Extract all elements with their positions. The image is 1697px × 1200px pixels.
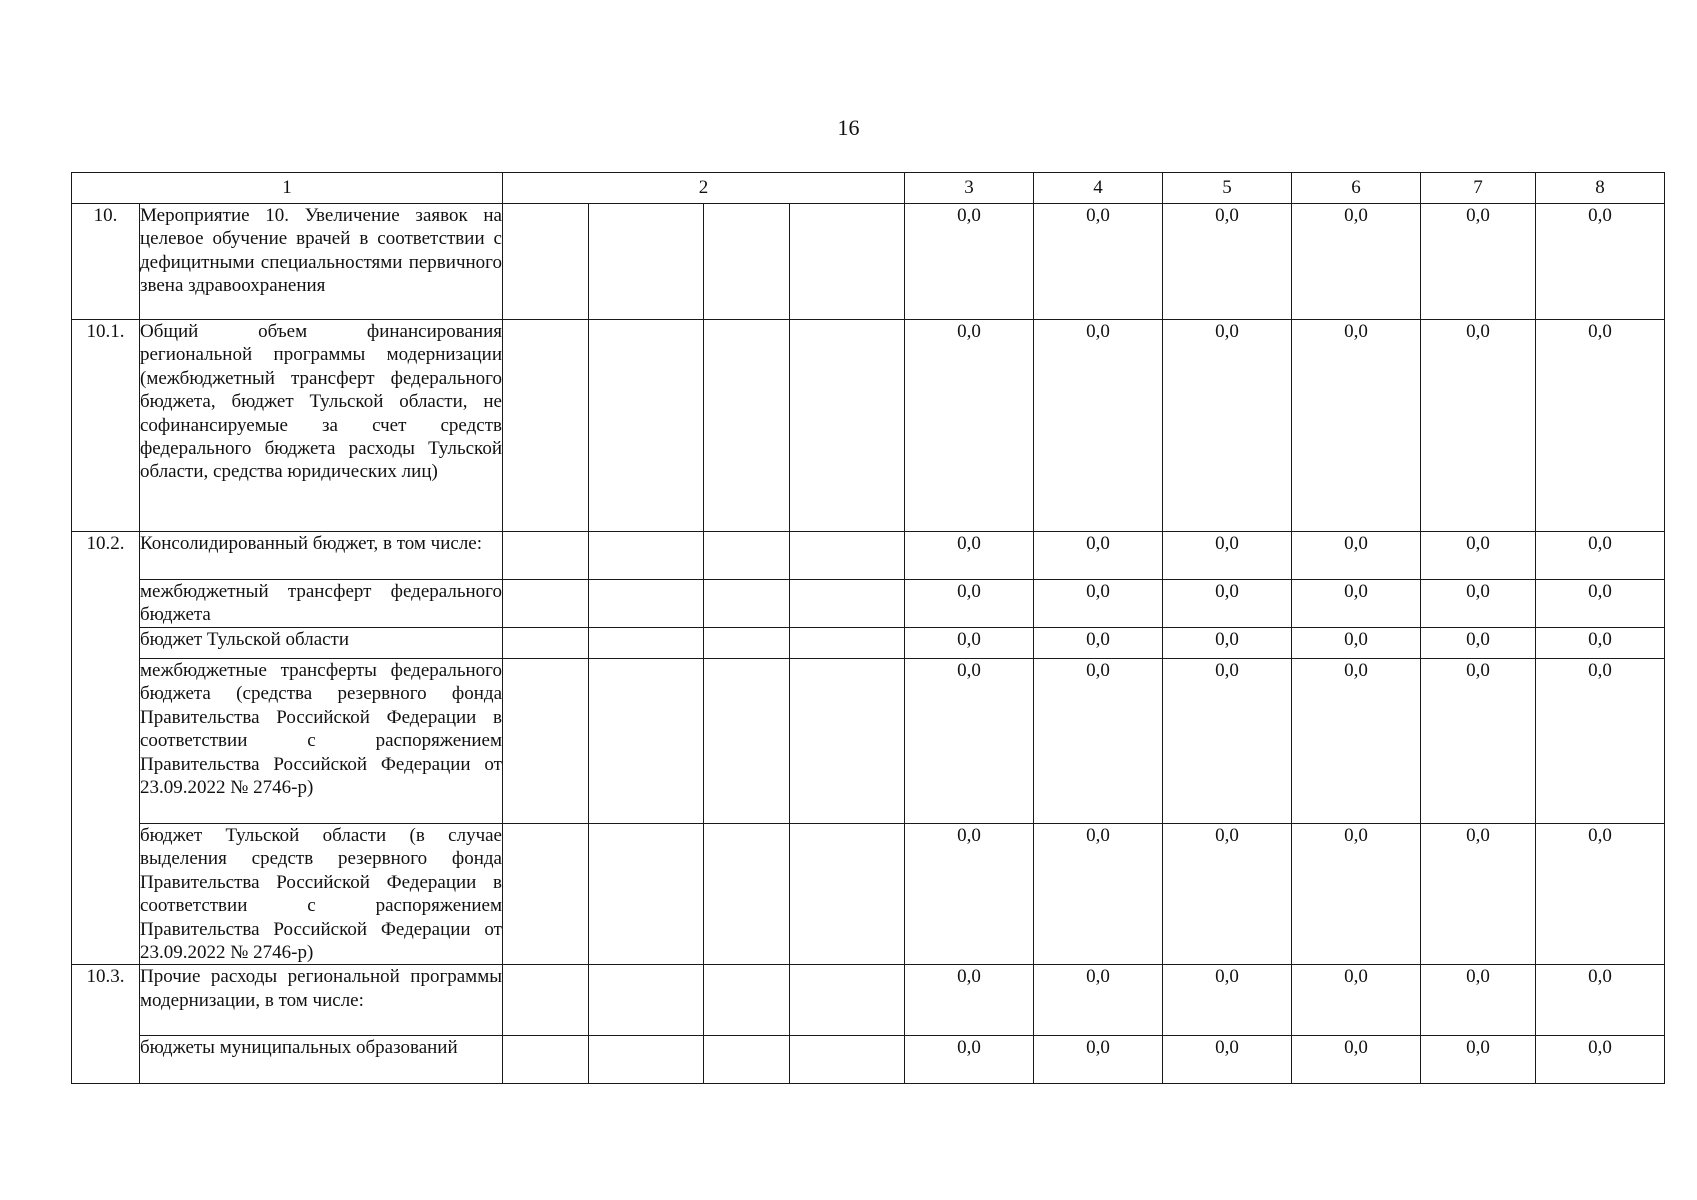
value-cell-col-5: 0,0 xyxy=(1163,965,1292,1036)
empty-code-cell xyxy=(589,580,704,628)
value-cell-col-4: 0,0 xyxy=(1034,659,1163,824)
header-cell-1: 1 xyxy=(72,173,503,204)
value-cell-col-5: 0,0 xyxy=(1163,1036,1292,1084)
value-cell-col-7: 0,0 xyxy=(1421,320,1536,532)
value-cell-col-7: 0,0 xyxy=(1421,659,1536,824)
table-row xyxy=(72,580,1665,628)
empty-code-cell xyxy=(704,659,790,824)
value-cell-col-3: 0,0 xyxy=(905,580,1034,628)
value-cell-col-6: 0,0 xyxy=(1292,824,1421,965)
value-cell-col-5: 0,0 xyxy=(1163,532,1292,580)
empty-code-cell xyxy=(503,1036,589,1084)
row-name-cell: Прочие расходы региональной программы модернизации, в том числе: xyxy=(140,965,503,1036)
header-cell-5: 5 xyxy=(1163,173,1292,204)
value-cell-col-4: 0,0 xyxy=(1034,1036,1163,1084)
value-cell-col-5: 0,0 xyxy=(1163,204,1292,320)
empty-code-cell xyxy=(790,204,905,320)
value-cell-col-4: 0,0 xyxy=(1034,580,1163,628)
value-cell-col-7: 0,0 xyxy=(1421,628,1536,659)
value-cell-col-4: 0,0 xyxy=(1034,204,1163,320)
empty-code-cell xyxy=(704,204,790,320)
table-row xyxy=(72,824,1665,965)
value-cell-col-8: 0,0 xyxy=(1536,532,1665,580)
empty-code-cell xyxy=(790,320,905,532)
row-number-cell: 10.1. xyxy=(72,320,140,532)
page-number: 16 xyxy=(837,115,860,140)
row-number-cell: 10. xyxy=(72,204,140,320)
empty-code-cell xyxy=(503,204,589,320)
empty-code-cell xyxy=(503,628,589,659)
value-cell-col-4: 0,0 xyxy=(1034,965,1163,1036)
value-cell-col-6: 0,0 xyxy=(1292,965,1421,1036)
value-cell-col-4: 0,0 xyxy=(1034,824,1163,965)
empty-code-cell xyxy=(790,628,905,659)
value-cell-col-3: 0,0 xyxy=(905,965,1034,1036)
empty-code-cell xyxy=(503,580,589,628)
value-cell-col-7: 0,0 xyxy=(1421,965,1536,1036)
table-row xyxy=(72,204,1665,320)
value-cell-col-6: 0,0 xyxy=(1292,1036,1421,1084)
value-cell-col-7: 0,0 xyxy=(1421,204,1536,320)
header-cell-8: 8 xyxy=(1536,173,1665,204)
header-cell-3: 3 xyxy=(905,173,1034,204)
value-cell-col-5: 0,0 xyxy=(1163,824,1292,965)
value-cell-col-6: 0,0 xyxy=(1292,659,1421,824)
value-cell-col-4: 0,0 xyxy=(1034,532,1163,580)
empty-code-cell xyxy=(589,532,704,580)
empty-code-cell xyxy=(790,659,905,824)
empty-code-cell xyxy=(704,580,790,628)
row-name-cell: бюджет Тульской области xyxy=(140,628,503,659)
value-cell-col-4: 0,0 xyxy=(1034,320,1163,532)
value-cell-col-8: 0,0 xyxy=(1536,824,1665,965)
value-cell-col-3: 0,0 xyxy=(905,659,1034,824)
row-name-cell: Мероприятие 10. Увеличение заявок на целевое обучение врачей в соответствии с дефицитными специальностями первичного звена здравоохранения xyxy=(140,204,503,320)
value-cell-col-5: 0,0 xyxy=(1163,628,1292,659)
empty-code-cell xyxy=(704,532,790,580)
empty-code-cell xyxy=(790,532,905,580)
empty-code-cell xyxy=(589,659,704,824)
value-cell-col-4: 0,0 xyxy=(1034,628,1163,659)
value-cell-col-6: 0,0 xyxy=(1292,204,1421,320)
empty-code-cell xyxy=(704,628,790,659)
empty-code-cell xyxy=(790,965,905,1036)
row-name-cell: межбюджетные трансферты федерального бюджета (средства резервного фонда Правительства Российской Федерации в соответствии с распоряжением Правительства Российской Федерации от 23.09.2022 № 2746-р) xyxy=(140,659,503,824)
empty-code-cell xyxy=(589,1036,704,1084)
value-cell-col-8: 0,0 xyxy=(1536,628,1665,659)
value-cell-col-6: 0,0 xyxy=(1292,532,1421,580)
empty-code-cell xyxy=(503,659,589,824)
row-name-cell: бюджеты муниципальных образований xyxy=(140,1036,503,1084)
empty-code-cell xyxy=(589,204,704,320)
empty-code-cell xyxy=(503,965,589,1036)
table-row xyxy=(72,532,1665,580)
header-cell-7: 7 xyxy=(1421,173,1536,204)
empty-code-cell xyxy=(704,320,790,532)
value-cell-col-6: 0,0 xyxy=(1292,580,1421,628)
value-cell-col-7: 0,0 xyxy=(1421,824,1536,965)
empty-code-cell xyxy=(704,965,790,1036)
value-cell-col-3: 0,0 xyxy=(905,204,1034,320)
value-cell-col-8: 0,0 xyxy=(1536,965,1665,1036)
empty-code-cell xyxy=(589,965,704,1036)
header-cell-6: 6 xyxy=(1292,173,1421,204)
row-name-cell: бюджет Тульской области (в случае выделения средств резервного фонда Правительства Российской Федерации в соответствии с распоряжением Правительства Российской Федерации от 23.09.2022 № 2746-р) xyxy=(140,825,502,964)
row-number-cell: 10.3. xyxy=(72,965,140,1084)
empty-code-cell xyxy=(790,580,905,628)
row-name-cell: Консолидированный бюджет, в том числе: xyxy=(140,532,503,580)
table-row xyxy=(72,628,1665,659)
value-cell-col-8: 0,0 xyxy=(1536,1036,1665,1084)
table-row xyxy=(72,659,1665,824)
value-cell-col-3: 0,0 xyxy=(905,628,1034,659)
empty-code-cell xyxy=(589,320,704,532)
empty-code-cell xyxy=(704,1036,790,1084)
empty-code-cell xyxy=(790,824,905,965)
empty-code-cell xyxy=(503,532,589,580)
row-name-cell: межбюджетный трансферт федерального бюджета xyxy=(140,580,503,628)
value-cell-col-5: 0,0 xyxy=(1163,659,1292,824)
value-cell-col-3: 0,0 xyxy=(905,320,1034,532)
value-cell-col-5: 0,0 xyxy=(1163,320,1292,532)
value-cell-col-8: 0,0 xyxy=(1536,659,1665,824)
empty-code-cell xyxy=(503,320,589,532)
value-cell-col-7: 0,0 xyxy=(1421,532,1536,580)
value-cell-col-3: 0,0 xyxy=(905,532,1034,580)
empty-code-cell xyxy=(790,1036,905,1084)
value-cell-col-8: 0,0 xyxy=(1536,320,1665,532)
empty-code-cell xyxy=(503,824,589,965)
budget-table xyxy=(71,172,1665,1084)
row-number-cell: 10.2. xyxy=(72,532,140,965)
empty-code-cell xyxy=(589,824,704,965)
header-cell-2: 2 xyxy=(503,173,905,204)
value-cell-col-3: 0,0 xyxy=(905,1036,1034,1084)
header-cell-4: 4 xyxy=(1034,173,1163,204)
table-row xyxy=(72,320,1665,532)
value-cell-col-6: 0,0 xyxy=(1292,628,1421,659)
table-row xyxy=(72,965,1665,1036)
table-row xyxy=(72,1036,1665,1084)
value-cell-col-5: 0,0 xyxy=(1163,580,1292,628)
value-cell-col-8: 0,0 xyxy=(1536,580,1665,628)
value-cell-col-8: 0,0 xyxy=(1536,204,1665,320)
empty-code-cell xyxy=(589,628,704,659)
value-cell-col-3: 0,0 xyxy=(905,824,1034,965)
value-cell-col-7: 0,0 xyxy=(1421,580,1536,628)
table-header-row xyxy=(72,173,1665,204)
row-name-cell: Общий объем финансирования региональной программы модернизации (межбюджетный трансферт федерального бюджета, бюджет Тульской области, не софинансируемые за счет средств федерального бюджета расходы Тульской области, средства юридических лиц) xyxy=(140,320,503,532)
value-cell-col-6: 0,0 xyxy=(1292,320,1421,532)
value-cell-col-7: 0,0 xyxy=(1421,1036,1536,1084)
empty-code-cell xyxy=(704,824,790,965)
